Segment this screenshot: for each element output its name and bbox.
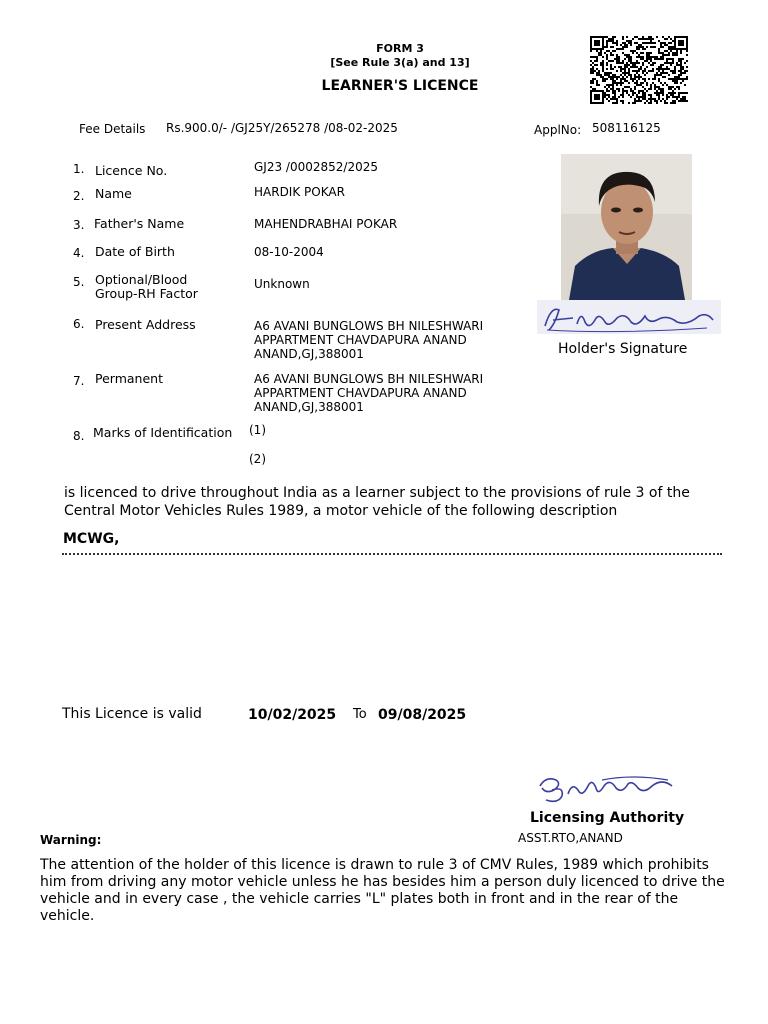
field-number: 5. [73, 275, 85, 289]
present-address-line: ANAND,GJ,388001 [254, 347, 364, 361]
fee-details-label: Fee Details [79, 122, 146, 136]
document-title: LEARNER'S LICENCE [321, 78, 479, 94]
holder-signature-caption: Holder's Signature [558, 341, 688, 357]
application-number-value: 508116125 [592, 121, 661, 135]
field-number: 2. [73, 189, 85, 203]
present-address-line: A6 AVANI BUNGLOWS BH NILESHWARI [254, 319, 484, 333]
licence-description: is licenced to drive throughout India as a learner subject to the provisions of rule 3 of the Central Motor Vehicles Rules 1989, a motor vehicle of the following description [64, 485, 690, 519]
vehicle-class: MCWG, [63, 531, 120, 547]
blood-group-label-line2: Group-RH Factor [95, 286, 198, 301]
valid-to-date: 09/08/2025 [378, 707, 467, 723]
field-number: 3. [73, 218, 85, 232]
present-address-label: Present Address [95, 317, 196, 332]
field-number: 8. [73, 429, 85, 443]
permanent-address-line: ANAND,GJ,388001 [254, 400, 364, 414]
blood-group-value: Unknown [254, 277, 310, 291]
identification-mark-1: (1) [249, 423, 266, 437]
form-rule-reference: [See Rule 3(a) and 13] [330, 56, 470, 69]
validity-label: This Licence is valid [62, 706, 202, 722]
valid-from-date: 10/02/2025 [248, 707, 337, 723]
permanent-address-label: Permanent [95, 371, 163, 386]
licence-no-label: Licence No. [95, 163, 168, 178]
present-address-line: APPARTMENT CHAVDAPURA ANAND [254, 333, 467, 347]
date-of-birth-value: 08-10-2004 [254, 245, 324, 259]
identification-mark-2: (2) [249, 452, 266, 466]
qr-code [590, 36, 688, 104]
authority-signature [532, 772, 702, 808]
fathers-name-label: Father's Name [94, 216, 185, 231]
holder-signature [537, 300, 721, 334]
form-number: FORM 3 [376, 42, 424, 55]
fathers-name-value: MAHENDRABHAI POKAR [254, 217, 398, 231]
blood-group-label-line1: Optional/Blood [95, 272, 188, 287]
fee-details-value: Rs.900.0/- /GJ25Y/265278 /08-02-2025 [166, 121, 398, 135]
permanent-address-line: A6 AVANI BUNGLOWS BH NILESHWARI [254, 372, 484, 386]
warning-label: Warning: [40, 833, 102, 847]
dotted-divider [62, 553, 722, 555]
holder-photo [561, 154, 692, 300]
field-number: 6. [73, 317, 85, 331]
name-value: HARDIK POKAR [254, 185, 345, 199]
field-number: 1. [73, 162, 85, 176]
valid-to-label: To [353, 707, 367, 722]
identification-marks-label: Marks of Identification [93, 425, 233, 440]
permanent-address-line: APPARTMENT CHAVDAPURA ANAND [254, 386, 467, 400]
name-label: Name [95, 186, 132, 201]
field-number: 7. [73, 374, 85, 388]
date-of-birth-label: Date of Birth [95, 244, 175, 259]
warning-text: The attention of the holder of this licence is drawn to rule 3 of CMV Rules, 1989 which prohibits him from driving any motor vehicle unless he has besides him a person duly licenced to drive the vehicle and in every case , the vehicle carries "L" plates both in front and in the rear of the vehicle. [40, 857, 725, 924]
licensing-authority-office: ASST.RTO,ANAND [518, 831, 623, 845]
licence-no-value: GJ23 /0002852/2025 [254, 160, 378, 174]
application-number-label: ApplNo: [534, 123, 582, 137]
field-number: 4. [73, 246, 85, 260]
licensing-authority-title: Licensing Authority [530, 810, 685, 826]
